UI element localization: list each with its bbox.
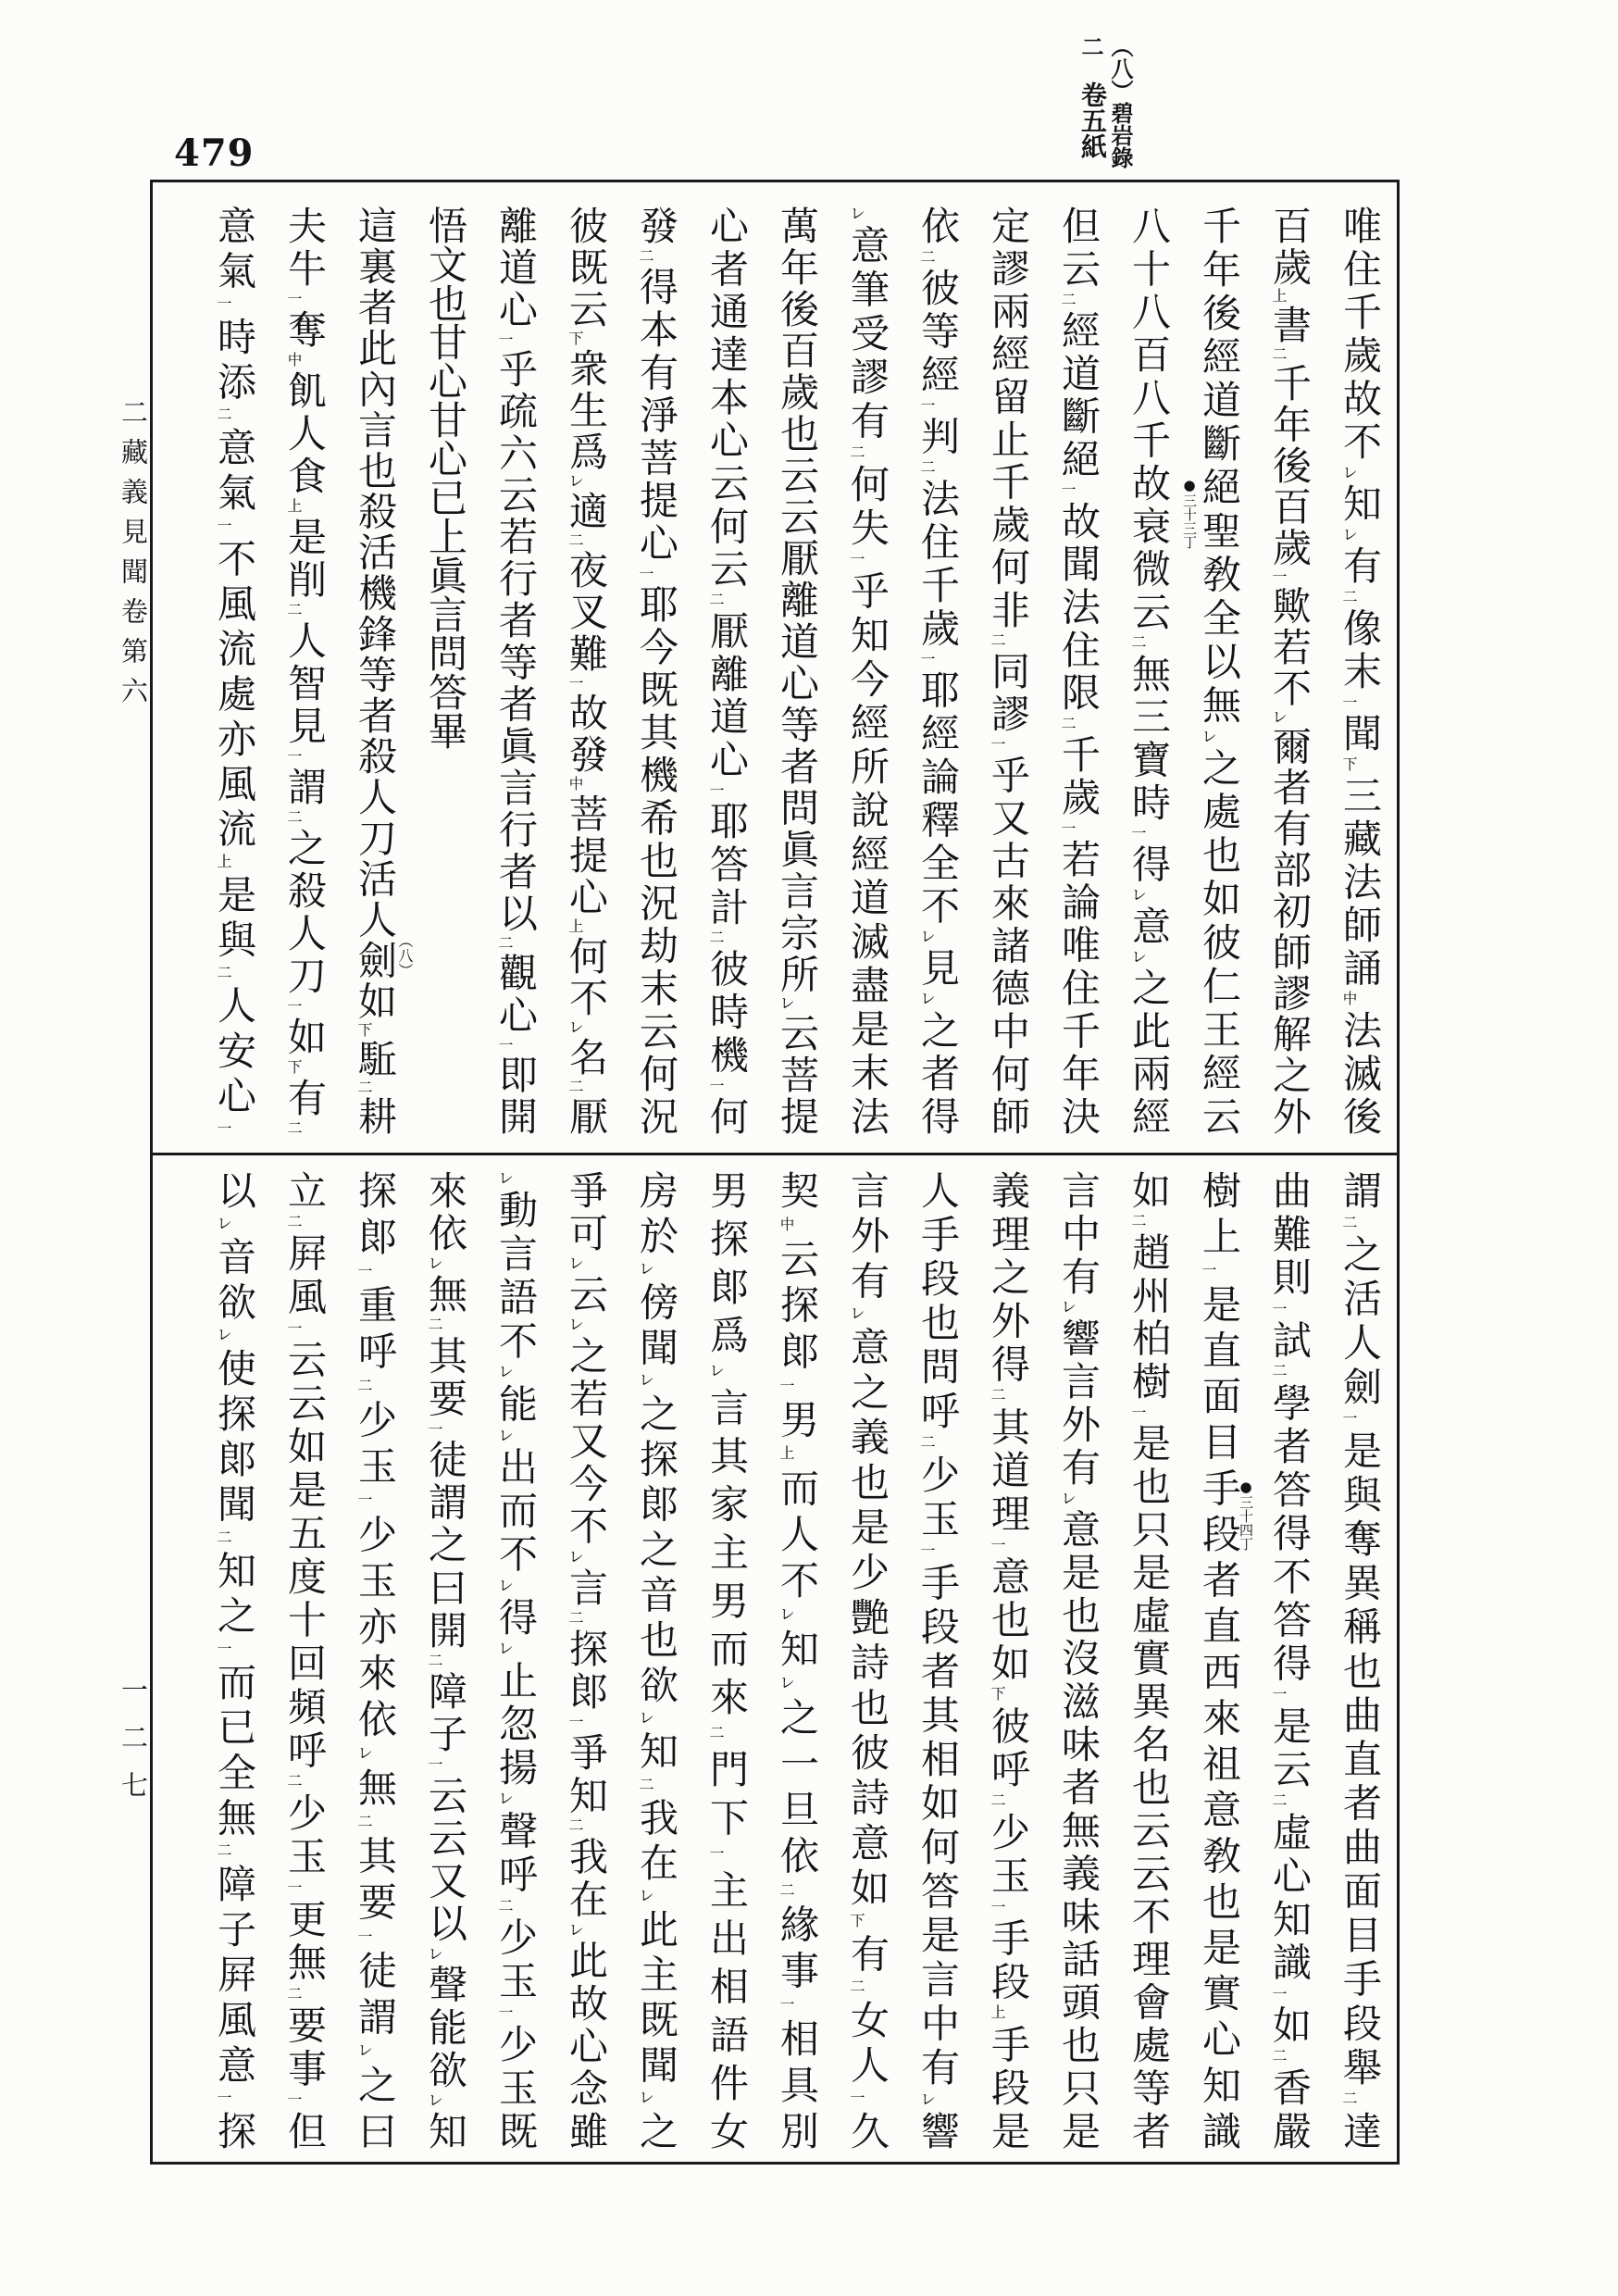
kaeriten-mark: ㆑ xyxy=(566,1019,584,1037)
kaeriten-mark: ㆓ xyxy=(355,1813,373,1836)
kaeriten-mark: ㆓ xyxy=(285,1120,303,1135)
kaeriten-mark: ㆘ xyxy=(848,1912,865,1934)
kaeriten-mark: ㆘ xyxy=(989,1686,1006,1706)
kaeriten-mark: ㆑ xyxy=(566,1316,584,1336)
text-column: 離道心㆒乎疏六云若行者等者眞言行者以㆓觀心㆒即開 xyxy=(493,206,539,1135)
kaeriten-mark: ㆓ xyxy=(566,1609,584,1629)
kaeriten-mark: ㆑ xyxy=(1340,526,1358,546)
kaeriten-mark: ㆓ xyxy=(637,1776,654,1798)
margin-book-title: 二藏義見聞卷第六 xyxy=(118,398,149,704)
kaeriten-mark: ㆓ xyxy=(1340,2090,1358,2112)
kaeriten-mark: ㆖ xyxy=(285,498,303,517)
kaeriten-mark: ㆑ xyxy=(426,1945,443,1965)
kaeriten-mark: ㆒ xyxy=(989,736,1006,755)
kaeriten-mark: ㆒ xyxy=(215,295,232,317)
kaeriten-mark: ㆖ xyxy=(778,1445,795,1468)
kaeriten-mark: ㆑ xyxy=(496,1791,514,1811)
kaeriten-mark: ㆓ xyxy=(285,1773,303,1793)
kaeriten-mark: ㆒ xyxy=(1270,1686,1288,1706)
kaeriten-mark: ㆘ xyxy=(1340,755,1358,776)
section-divider xyxy=(153,1153,1397,1155)
text-column: 如㆓趙州柏樹㆒是也只是虛實異名也云云不理會處等者 xyxy=(1126,1170,1172,2150)
kaeriten-mark: ㆓ xyxy=(989,631,1006,652)
text-column: 意氣㆒時添㆓意氣㆒不風流處亦風流㆖是與㆓人安心㆒ xyxy=(212,206,257,1135)
kaeriten-mark: ㆒ xyxy=(918,1542,936,1563)
kaeriten-mark: ㆓ xyxy=(285,1213,303,1233)
kaeriten-mark: ㆑ xyxy=(496,1577,514,1597)
text-column: 以㆑音欲㆑使探郞聞㆓知之㆒而已全無㆓障子屛風意㆒探 xyxy=(212,1170,257,2150)
kaeriten-mark: ㆑ xyxy=(707,1363,725,1388)
kaeriten-mark: ㆘ xyxy=(566,331,584,348)
kaeriten-mark: ㆒ xyxy=(1340,693,1358,714)
text-column: 言外有㆑意之義也是少艷詩也彼詩意如㆘有㆓女人㆒久 xyxy=(845,1170,890,2150)
kaeriten-mark: ㆓ xyxy=(1270,1363,1288,1383)
kaeriten-mark: ㆓ xyxy=(637,248,654,268)
kaeriten-mark: ㆓ xyxy=(989,1792,1006,1813)
kaeriten-mark: ㆓ xyxy=(1270,1792,1288,1813)
kaeriten-mark: ㆓ xyxy=(707,930,725,949)
text-column: 房於㆑傍聞㆑之探郞之音也欲㆑知㆓我在㆑此主既聞㆑之 xyxy=(634,1170,679,2150)
text-column: 這裏者此內言也殺活機鋒等者殺人刀活人劍如㆘駈㆓耕 xyxy=(353,206,398,1135)
kaeriten-mark: ㆑ xyxy=(355,2042,373,2065)
kaeriten-mark: ㆓ xyxy=(778,1881,795,1904)
kaeriten-mark: ㆑ xyxy=(496,1427,514,1447)
text-column: 謂㆓之活人劍㆒是與奪異稱也曲直者曲面目手段舉㆓達 xyxy=(1338,1170,1383,2150)
kaeriten-mark: ㆒ xyxy=(215,1120,232,1135)
kaeriten-mark: ㆓ xyxy=(1270,2048,1288,2068)
kaeriten-mark: ㆗ xyxy=(1340,991,1358,1010)
kaeriten-mark: ㆒ xyxy=(1129,825,1147,844)
kaeriten-mark: ㆒ xyxy=(215,2090,232,2112)
text-column: 定謬兩經留止千歲何非㆓同謬㆒乎又古來諸德中何師 xyxy=(986,206,1031,1135)
kaeriten-mark: ㆒ xyxy=(989,1898,1006,1918)
kaeriten-mark: ㆓ xyxy=(566,1079,584,1096)
kaeriten-mark: ㆑ xyxy=(778,995,795,1014)
kaeriten-mark: ㆑ xyxy=(566,1255,584,1275)
kaeriten-mark: ㆑ xyxy=(637,1372,654,1394)
kaeriten-mark: ㆒ xyxy=(426,1756,443,1776)
lower-text-block xyxy=(199,1170,1395,2150)
kaeriten-mark: ㆒ xyxy=(355,1491,373,1515)
text-column: 人手段也問呼㆓少玉㆒手段者其相如何答是言中有㆑響 xyxy=(915,1170,961,2150)
text-column: 言中有㆑響言外有㆑意是也沒滋味者無義味話頭也只是 xyxy=(1056,1170,1101,2150)
running-title: （八）碧岩錄二 xyxy=(1077,35,1134,168)
kaeriten-mark: ㆑ xyxy=(778,1606,795,1629)
kaeriten-mark: ㆒ xyxy=(1270,1985,1288,2005)
kaeriten-mark: ㆓ xyxy=(566,1817,584,1837)
section-number-note: （八） xyxy=(396,933,414,978)
kaeriten-mark: ㆑ xyxy=(215,1215,232,1237)
kaeriten-mark: ㆒ xyxy=(215,1641,232,1662)
text-column: 悟文也甘心甘心已上眞言問答畢 xyxy=(423,206,468,750)
kaeriten-mark: ㆑ xyxy=(637,1709,654,1731)
kaeriten-mark: ㆒ xyxy=(285,1878,303,1899)
kaeriten-mark: ㆓ xyxy=(215,1842,232,1865)
kaeriten-mark: ㆒ xyxy=(496,1036,514,1054)
kaeriten-mark: ㆑ xyxy=(1129,886,1147,906)
kaeriten-mark: ㆒ xyxy=(496,2003,514,2024)
kaeriten-mark: ㆑ xyxy=(215,1327,232,1349)
kaeriten-mark: ㆗ xyxy=(778,1216,795,1239)
kaeriten-mark: ㆒ xyxy=(426,1420,443,1440)
text-column: 依㆓彼等經㆒判㆓法住千歲㆒耶經論釋全不㆑見㆑之者得 xyxy=(915,206,961,1135)
kaeriten-mark: ㆑ xyxy=(637,1260,654,1282)
kaeriten-mark: ㆒ xyxy=(778,1996,795,2019)
kaeriten-mark: ㆒ xyxy=(848,551,865,571)
kaeriten-mark: ㆒ xyxy=(918,396,936,417)
text-column: 千年後經道斷絕聖敎全以無㆑之處也如彼仁王經云 xyxy=(1197,206,1242,1135)
kaeriten-mark: ㆓ xyxy=(1129,634,1147,654)
upper-text-block xyxy=(199,206,1395,1135)
text-column: 契㆗云探郞㆒男㆖而人不㆑知㆑之一旦依㆓緣事㆒相具別 xyxy=(775,1170,820,2150)
kaeriten-mark: ㆖ xyxy=(989,2004,1006,2025)
kaeriten-mark: ㆘ xyxy=(285,1059,303,1078)
kaeriten-mark: ㆒ xyxy=(707,781,725,802)
running-volume: 卷五紙 xyxy=(1077,81,1108,159)
kaeriten-mark: ㆓ xyxy=(215,964,232,986)
text-column: 發㆓得本有淨菩提心㆒耶今既其機希也況劫末云何況 xyxy=(634,206,679,1135)
kaeriten-mark: ㆒ xyxy=(1129,1404,1147,1424)
text-frame xyxy=(150,180,1400,2165)
kaeriten-mark: ㆑ xyxy=(566,1921,584,1940)
kaeriten-mark: ㆑ xyxy=(918,2090,936,2112)
kaeriten-mark: ㆒ xyxy=(918,651,936,670)
text-column: 彼既云㆘衆生爲㆑適㆓夜叉難㆒故發㆗菩提心㆖何不㆑名㆓厭 xyxy=(564,206,609,1135)
kaeriten-mark: ㆒ xyxy=(285,2091,303,2112)
kaeriten-mark: ㆓ xyxy=(848,1978,865,2000)
kaeriten-mark: ㆒ xyxy=(707,1845,725,1870)
margin-folio-number: 一二七 xyxy=(118,1676,149,1798)
kaeriten-mark: ㆑ xyxy=(426,1255,443,1275)
kaeriten-mark: ㆒ xyxy=(848,2090,865,2112)
text-column: 樹上㆒是直面目手段者直西來祖意敎也是實心知識 xyxy=(1197,1170,1242,2150)
text-column: 立㆓屛風㆒云云如是五度十回頻呼㆓少玉㆒更無㆓要事㆒但 xyxy=(282,1170,328,2150)
kaeriten-mark: ㆑ xyxy=(637,2090,654,2112)
kaeriten-mark: ㆖ xyxy=(566,918,584,936)
kaeriten-mark: ㆑ xyxy=(848,206,865,226)
text-column: ㆑動言語不㆑能㆑出而不㆑得㆑止忽揚㆑聲呼㆓少玉㆒少玉既 xyxy=(493,1170,539,2150)
text-column: 探郞㆒重呼㆓少玉㆒少玉亦來依㆑無㆓其要㆒徒謂㆑之曰 xyxy=(353,1170,398,2150)
kaeriten-mark: ㆒ xyxy=(285,998,303,1017)
kaeriten-mark: ㆑ xyxy=(566,1548,584,1567)
kaeriten-mark: ㆑ xyxy=(496,1170,514,1191)
kaeriten-mark: ㆑ xyxy=(426,2091,443,2112)
kaeriten-mark: ㆑ xyxy=(848,1305,865,1327)
text-column: 男探郞爲㆑言其家主男而來㆓門下㆒主出相語件女 xyxy=(704,1170,750,2150)
kaeriten-mark: ㆓ xyxy=(285,1985,303,2005)
folio-reference-note: ●三十三丁 xyxy=(1181,477,1198,549)
kaeriten-mark: ㆓ xyxy=(426,1316,443,1336)
kaeriten-mark: ㆑ xyxy=(496,1641,514,1661)
kaeriten-mark: ㆑ xyxy=(355,1744,373,1767)
text-column: ㆑意筆受謬有㆓何失㆒乎知今經所說經道滅盡是末法 xyxy=(845,206,890,1135)
kaeriten-mark: ㆑ xyxy=(1059,1299,1077,1318)
kaeriten-mark: ㆑ xyxy=(566,473,584,491)
kaeriten-mark: ㆓ xyxy=(215,406,232,428)
kaeriten-mark: ㆑ xyxy=(637,1888,654,1909)
kaeriten-mark: ㆑ xyxy=(1340,464,1358,484)
kaeriten-mark: ㆒ xyxy=(566,675,584,693)
kaeriten-mark: ㆑ xyxy=(1200,728,1217,748)
kaeriten-mark: ㆓ xyxy=(1059,715,1077,734)
page-number: 479 xyxy=(174,131,255,175)
kaeriten-mark: ㆓ xyxy=(1340,1214,1358,1235)
text-column: 八十八百八千故衰微云㆓無三寶時㆒得㆑意㆑之此兩經 xyxy=(1126,206,1172,1135)
text-column: 義理之外得㆓其道理㆒意也如㆘彼呼㆓少玉㆒手段㆖手段是 xyxy=(986,1170,1031,2150)
kaeriten-mark: ㆒ xyxy=(566,1714,584,1733)
kaeriten-mark: ㆒ xyxy=(1200,1262,1217,1284)
text-column: 來依㆑無㆓其要㆒徒謂之曰開㆓障子㆒云云又以㆑聲能欲㆑知 xyxy=(423,1170,468,2150)
kaeriten-mark: ㆗ xyxy=(285,352,303,370)
kaeriten-mark: ㆒ xyxy=(1270,568,1288,586)
kaeriten-mark: ㆓ xyxy=(918,248,936,268)
kaeriten-mark: ㆒ xyxy=(285,748,303,767)
kaeriten-mark: ㆓ xyxy=(426,1653,443,1672)
kaeriten-mark: ㆒ xyxy=(285,291,303,309)
text-column: 曲難則㆒試㆓學者答得不答得㆒是云㆓虛心知識㆒如㆓香嚴 xyxy=(1267,1170,1313,2150)
kaeriten-mark: ㆒ xyxy=(778,1377,795,1400)
text-column: 百歲㆖書㆓千年後百歲㆒歟若不㆑爾者有部初師謬解之外 xyxy=(1267,206,1313,1135)
kaeriten-mark: ㆓ xyxy=(1340,588,1358,608)
kaeriten-mark: ㆒ xyxy=(989,1536,1006,1556)
kaeriten-mark: ㆒ xyxy=(637,565,654,584)
kaeriten-mark: ㆓ xyxy=(918,459,936,479)
kaeriten-mark: ㆒ xyxy=(707,1077,725,1097)
kaeriten-mark: ㆒ xyxy=(496,331,514,349)
kaeriten-mark: ㆑ xyxy=(918,991,936,1010)
folio-reference-note: ●三十四丁 xyxy=(1238,1479,1254,1551)
kaeriten-mark: ㆓ xyxy=(707,1725,725,1750)
kaeriten-mark: ㆑ xyxy=(1059,1490,1077,1509)
kaeriten-mark: ㆓ xyxy=(355,1377,373,1400)
kaeriten-mark: ㆖ xyxy=(215,853,232,875)
kaeriten-mark: ㆘ xyxy=(355,1021,373,1039)
kaeriten-mark: ㆒ xyxy=(1340,1410,1358,1430)
kaeriten-mark: ㆓ xyxy=(355,1079,373,1097)
kaeriten-mark: ㆓ xyxy=(496,1897,514,1917)
kaeriten-mark: ㆑ xyxy=(1270,708,1288,727)
kaeriten-mark: ㆓ xyxy=(496,934,514,954)
text-column: 萬年後百歲也云云厭離道心等者問眞言宗所㆑云菩提 xyxy=(775,206,820,1135)
kaeriten-mark: ㆓ xyxy=(1059,291,1077,311)
kaeriten-mark: ㆖ xyxy=(1270,287,1288,306)
kaeriten-mark: ㆓ xyxy=(707,592,725,611)
kaeriten-mark: ㆒ xyxy=(355,1928,373,1951)
kaeriten-mark: ㆒ xyxy=(215,517,232,539)
kaeriten-mark: ㆑ xyxy=(778,1674,795,1697)
kaeriten-mark: ㆒ xyxy=(285,1319,303,1340)
kaeriten-mark: ㆓ xyxy=(285,602,303,620)
kaeriten-mark: ㆒ xyxy=(1059,819,1077,839)
text-column: 唯住千歲故不㆑知㆑有㆓像末㆒聞㆘三藏法師誦㆗法滅後 xyxy=(1338,206,1383,1135)
kaeriten-mark: ㆒ xyxy=(355,1262,373,1285)
kaeriten-mark: ㆒ xyxy=(1059,481,1077,501)
kaeriten-mark: ㆓ xyxy=(989,1387,1006,1407)
kaeriten-mark: ㆓ xyxy=(1129,1213,1147,1232)
text-column: 夫牛㆒奪㆗飢人食㆖是削㆓人智見㆒謂㆓之殺人刀㆒如㆘有㆓ xyxy=(282,206,328,1135)
kaeriten-mark: ㆒ xyxy=(1270,1300,1288,1320)
kaeriten-mark: ㆓ xyxy=(566,532,584,550)
text-column: 心者通達本心云何云㆓厭離道心㆒耶答計㆓彼時機㆒何 xyxy=(704,206,750,1135)
kaeriten-mark: ㆑ xyxy=(496,1364,514,1384)
kaeriten-mark: ㆑ xyxy=(1129,948,1147,968)
kaeriten-mark: ㆗ xyxy=(566,776,584,793)
text-column: 爭可㆑云㆑之若又今不㆑言㆓探郞㆒爭知㆓我在㆑此故心念雖 xyxy=(564,1170,609,2150)
kaeriten-mark: ㆓ xyxy=(285,809,303,828)
kaeriten-mark: ㆓ xyxy=(1270,345,1288,364)
text-column: 但云㆓經道斷絕㆒故聞法住限㆓千歲㆒若論唯住千年決 xyxy=(1056,206,1101,1135)
kaeriten-mark: ㆓ xyxy=(918,1434,936,1454)
kaeriten-mark: ㆓ xyxy=(215,1529,232,1551)
kaeriten-mark: ㆓ xyxy=(848,443,865,464)
kaeriten-mark: ㆑ xyxy=(918,929,936,948)
